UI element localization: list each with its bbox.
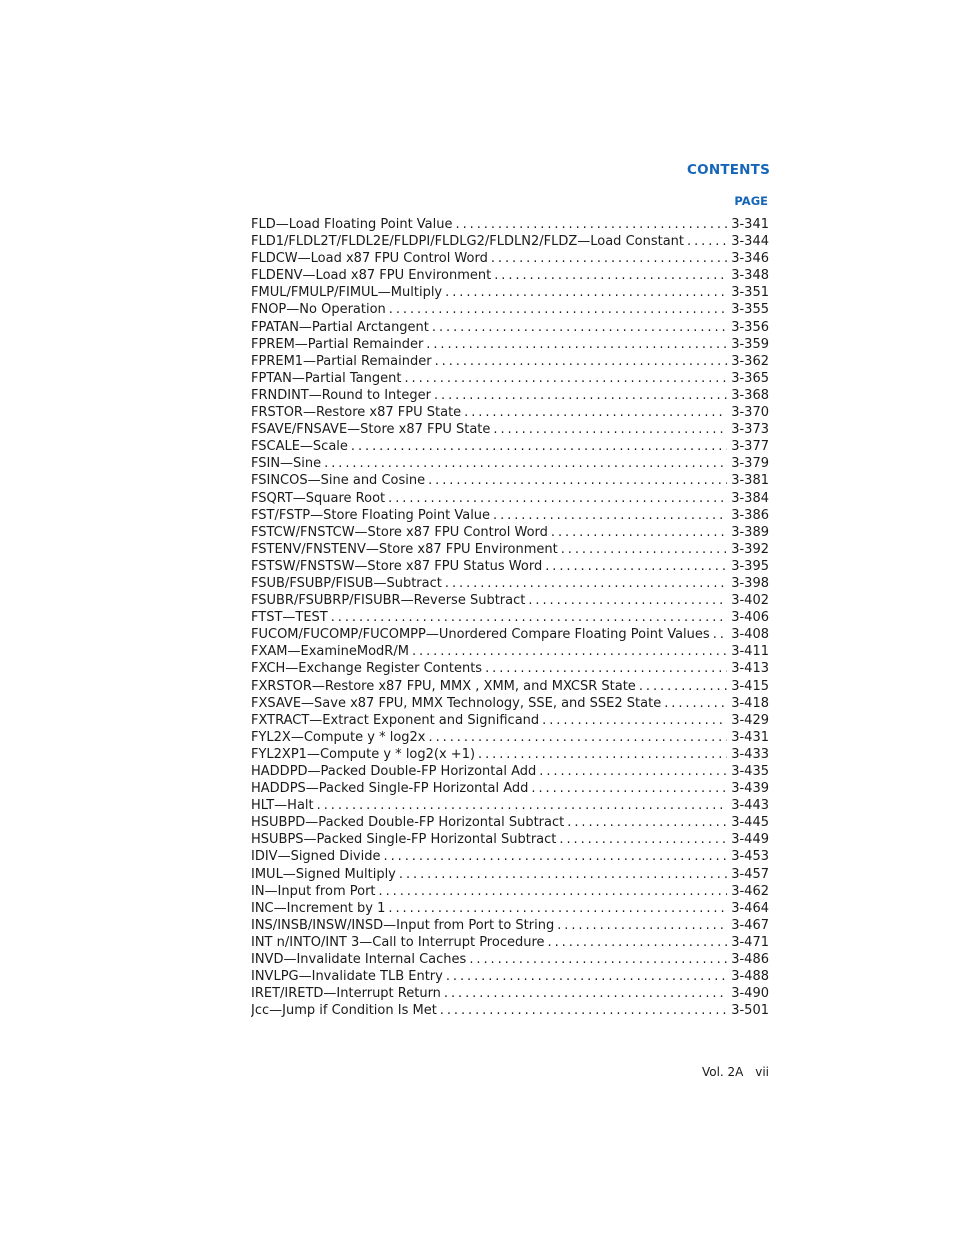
dot-leader [494,267,727,284]
toc-entry[interactable] [251,797,769,814]
toc-entry-title: FPTAN—Partial Tangent [251,370,404,387]
dot-leader [389,301,727,318]
toc-entry-title: INT n/INTO/INT 3—Call to Interrupt Procedure [251,934,548,951]
toc-entry-page: 3-471 [727,934,769,951]
toc-entry[interactable] [251,626,769,643]
dot-leader [445,575,727,592]
toc-entry-title: FXRSTOR—Restore x87 FPU, MMX , XMM, and MXCSR State [251,678,639,695]
toc-entry[interactable] [251,609,769,626]
dot-leader [384,848,728,865]
dot-leader [434,387,727,404]
toc-entry-page: 3-486 [727,951,769,968]
dot-leader [399,866,727,883]
toc-entry[interactable] [251,934,769,951]
toc-entry-page: 3-453 [727,848,769,865]
toc-entry-page: 3-411 [727,643,769,660]
page-footer [702,1065,769,1079]
toc-entry[interactable] [251,848,769,865]
toc-entry[interactable] [251,900,769,917]
toc-entry-title: FYL2X—Compute y * log2x [251,729,429,746]
page-number: vii [755,1065,769,1079]
toc-entry[interactable] [251,968,769,985]
dot-leader [531,780,727,797]
dot-leader [545,558,727,575]
toc-entry-page: 3-395 [727,558,769,575]
dot-leader [428,472,727,489]
toc-entry-page: 3-344 [727,233,769,250]
toc-entry-title: FSINCOS—Sine and Cosine [251,472,428,489]
toc-entry-title: FLD—Load Floating Point Value [251,216,456,233]
toc-entry-page: 3-389 [727,524,769,541]
dot-leader [557,917,727,934]
toc-entry-page: 3-392 [727,541,769,558]
toc-entry[interactable] [251,831,769,848]
toc-entry-title: FSQRT—Square Root [251,490,388,507]
toc-entry[interactable] [251,404,769,421]
toc-entry-title: HADDPS—Packed Single-FP Horizontal Add [251,780,531,797]
toc-entry-title: FRSTOR—Restore x87 FPU State [251,404,464,421]
toc-entry-page: 3-429 [727,712,769,729]
toc-entry-page: 3-418 [727,695,769,712]
toc-entry-page: 3-488 [727,968,769,985]
dot-leader [639,678,727,695]
dot-leader [542,712,727,729]
page-column-label: PAGE [734,194,768,208]
table-of-contents [251,216,769,1019]
toc-entry[interactable] [251,1002,769,1019]
toc-entry-page: 3-443 [727,797,769,814]
toc-entry-title: HSUBPD—Packed Double-FP Horizontal Subtract [251,814,567,831]
toc-entry-title: FLDENV—Load x87 FPU Environment [251,267,494,284]
toc-entry-title: FTST—TEST [251,609,331,626]
toc-entry[interactable] [251,592,769,609]
toc-entry-title: Jcc—Jump if Condition Is Met [251,1002,440,1019]
toc-entry-title: FMUL/FMULP/FIMUL—Multiply [251,284,445,301]
toc-entry-page: 3-355 [727,301,769,318]
dot-leader [351,438,727,455]
dot-leader [331,609,727,626]
toc-entry-title: FLDCW—Load x87 FPU Control Word [251,250,491,267]
toc-entry[interactable] [251,507,769,524]
toc-entry-page: 3-413 [727,660,769,677]
dot-leader [317,797,728,814]
toc-entry-page: 3-402 [727,592,769,609]
toc-entry[interactable] [251,319,769,336]
toc-entry[interactable] [251,695,769,712]
dot-leader [388,490,727,507]
toc-entry[interactable] [251,985,769,1002]
toc-entry-title: FYL2XP1—Compute y * log2(x +1) [251,746,478,763]
toc-entry[interactable] [251,541,769,558]
toc-entry-page: 3-341 [727,216,769,233]
dot-leader [559,831,727,848]
toc-entry-page: 3-362 [727,353,769,370]
toc-entry[interactable] [251,284,769,301]
toc-entry[interactable] [251,267,769,284]
dot-leader [429,729,728,746]
toc-entry-title: FXTRACT—Extract Exponent and Significand [251,712,542,729]
toc-entry[interactable] [251,780,769,797]
toc-entry[interactable] [251,421,769,438]
toc-entry-title: FPREM—Partial Remainder [251,336,426,353]
toc-entry[interactable] [251,729,769,746]
toc-entry-title: INVLPG—Invalidate TLB Entry [251,968,446,985]
toc-entry-page: 3-368 [727,387,769,404]
dot-leader [426,336,727,353]
dot-leader [445,284,727,301]
toc-entry[interactable] [251,233,769,250]
toc-entry-title: HSUBPS—Packed Single-FP Horizontal Subtract [251,831,559,848]
dot-leader [446,968,727,985]
toc-entry-title: FSCALE—Scale [251,438,351,455]
toc-entry[interactable] [251,883,769,900]
toc-entry-title: HLT—Halt [251,797,317,814]
dot-leader [567,814,727,831]
dot-leader [469,951,727,968]
toc-entry[interactable] [251,455,769,472]
toc-entry-title: FRNDINT—Round to Integer [251,387,434,404]
toc-entry-page: 3-490 [727,985,769,1002]
toc-entry-page: 3-467 [727,917,769,934]
toc-entry-title: IRET/IRETD—Interrupt Return [251,985,444,1002]
toc-entry[interactable] [251,660,769,677]
toc-entry-page: 3-348 [727,267,769,284]
toc-entry-page: 3-435 [727,763,769,780]
toc-entry[interactable] [251,438,769,455]
dot-leader [664,695,727,712]
dot-leader [456,216,728,233]
toc-entry-title: FXCH—Exchange Register Contents [251,660,485,677]
toc-entry[interactable] [251,866,769,883]
section-title: CONTENTS [687,162,770,178]
toc-entry-title: FXAM—ExamineModR/M [251,643,412,660]
dot-leader [324,455,727,472]
dot-leader [412,643,727,660]
dot-leader [491,250,727,267]
toc-entry-page: 3-431 [727,729,769,746]
toc-entry-title: FSUB/FSUBP/FISUB—Subtract [251,575,445,592]
dot-leader [687,233,727,250]
toc-entry-title: FUCOM/FUCOMP/FUCOMPP—Unordered Compare Floating Point Values [251,626,713,643]
toc-entry-page: 3-384 [727,490,769,507]
toc-entry-title: FXSAVE—Save x87 FPU, MMX Technology, SSE, and SSE2 State [251,695,664,712]
toc-entry[interactable] [251,301,769,318]
toc-entry[interactable] [251,353,769,370]
dot-leader [464,404,727,421]
toc-entry-page: 3-439 [727,780,769,797]
toc-entry[interactable] [251,917,769,934]
dot-leader [493,507,727,524]
toc-entry-page: 3-379 [727,455,769,472]
toc-entry-page: 3-462 [727,883,769,900]
toc-entry[interactable] [251,472,769,489]
toc-entry[interactable] [251,575,769,592]
toc-entry-title: INC—Increment by 1 [251,900,388,917]
toc-entry-page: 3-377 [727,438,769,455]
toc-entry[interactable] [251,746,769,763]
dot-leader [528,592,727,609]
dot-leader [551,524,727,541]
toc-entry[interactable] [251,712,769,729]
toc-entry-page: 3-457 [727,866,769,883]
toc-entry-title: INVD—Invalidate Internal Caches [251,951,469,968]
toc-entry-title: FSTENV/FNSTENV—Store x87 FPU Environment [251,541,561,558]
toc-entry[interactable] [251,814,769,831]
dot-leader [379,883,728,900]
toc-entry[interactable] [251,951,769,968]
toc-entry[interactable] [251,678,769,695]
toc-entry-page: 3-445 [727,814,769,831]
toc-entry-page: 3-381 [727,472,769,489]
dot-leader [485,660,727,677]
toc-entry[interactable] [251,524,769,541]
dot-leader [561,541,728,558]
dot-leader [404,370,727,387]
toc-entry[interactable] [251,216,769,233]
volume-label: Vol. 2A [701,1065,744,1079]
toc-entry[interactable] [251,387,769,404]
toc-entry-page: 3-398 [727,575,769,592]
toc-entry[interactable] [251,336,769,353]
toc-entry[interactable] [251,643,769,660]
dot-leader [493,421,727,438]
toc-entry-page: 3-359 [727,336,769,353]
toc-entry-title: FST/FSTP—Store Floating Point Value [251,507,493,524]
toc-entry-page: 3-351 [727,284,769,301]
toc-entry-page: 3-415 [727,678,769,695]
toc-entry[interactable] [251,558,769,575]
toc-entry-title: IMUL—Signed Multiply [251,866,399,883]
toc-entry-page: 3-370 [727,404,769,421]
toc-entry-page: 3-501 [727,1002,769,1019]
dot-leader [548,934,728,951]
dot-leader [440,1002,727,1019]
toc-entry-page: 3-373 [727,421,769,438]
dot-leader [478,746,727,763]
toc-entry-page: 3-346 [727,250,769,267]
toc-entry-title: FSIN—Sine [251,455,324,472]
toc-entry-title: FPREM1—Partial Remainder [251,353,435,370]
dot-leader [388,900,727,917]
toc-entry-page: 3-408 [727,626,769,643]
toc-entry-title: FNOP—No Operation [251,301,389,318]
dot-leader [444,985,727,1002]
toc-entry[interactable] [251,250,769,267]
dot-leader [539,763,727,780]
toc-entry[interactable] [251,763,769,780]
toc-entry-page: 3-365 [727,370,769,387]
toc-entry-title: INS/INSB/INSW/INSD—Input from Port to String [251,917,557,934]
toc-entry-page: 3-464 [727,900,769,917]
toc-entry[interactable] [251,370,769,387]
toc-entry-title: FSUBR/FSUBRP/FISUBR—Reverse Subtract [251,592,528,609]
dot-leader [713,626,728,643]
toc-entry-page: 3-356 [727,319,769,336]
toc-entry-title: FPATAN—Partial Arctangent [251,319,432,336]
toc-entry-page: 3-386 [727,507,769,524]
toc-entry[interactable] [251,490,769,507]
toc-entry-title: IN—Input from Port [251,883,379,900]
toc-entry-title: HADDPD—Packed Double-FP Horizontal Add [251,763,539,780]
toc-entry-title: FSAVE/FNSAVE—Store x87 FPU State [251,421,493,438]
dot-leader [435,353,728,370]
toc-entry-page: 3-449 [727,831,769,848]
toc-entry-title: FSTSW/FNSTSW—Store x87 FPU Status Word [251,558,545,575]
toc-entry-title: FSTCW/FNSTCW—Store x87 FPU Control Word [251,524,551,541]
toc-entry-title: FLD1/FLDL2T/FLDL2E/FLDPI/FLDLG2/FLDLN2/FLDZ—Load Constant [251,233,687,250]
dot-leader [432,319,727,336]
toc-entry-title: IDIV—Signed Divide [251,848,384,865]
toc-entry-page: 3-406 [727,609,769,626]
toc-entry-page: 3-433 [727,746,769,763]
